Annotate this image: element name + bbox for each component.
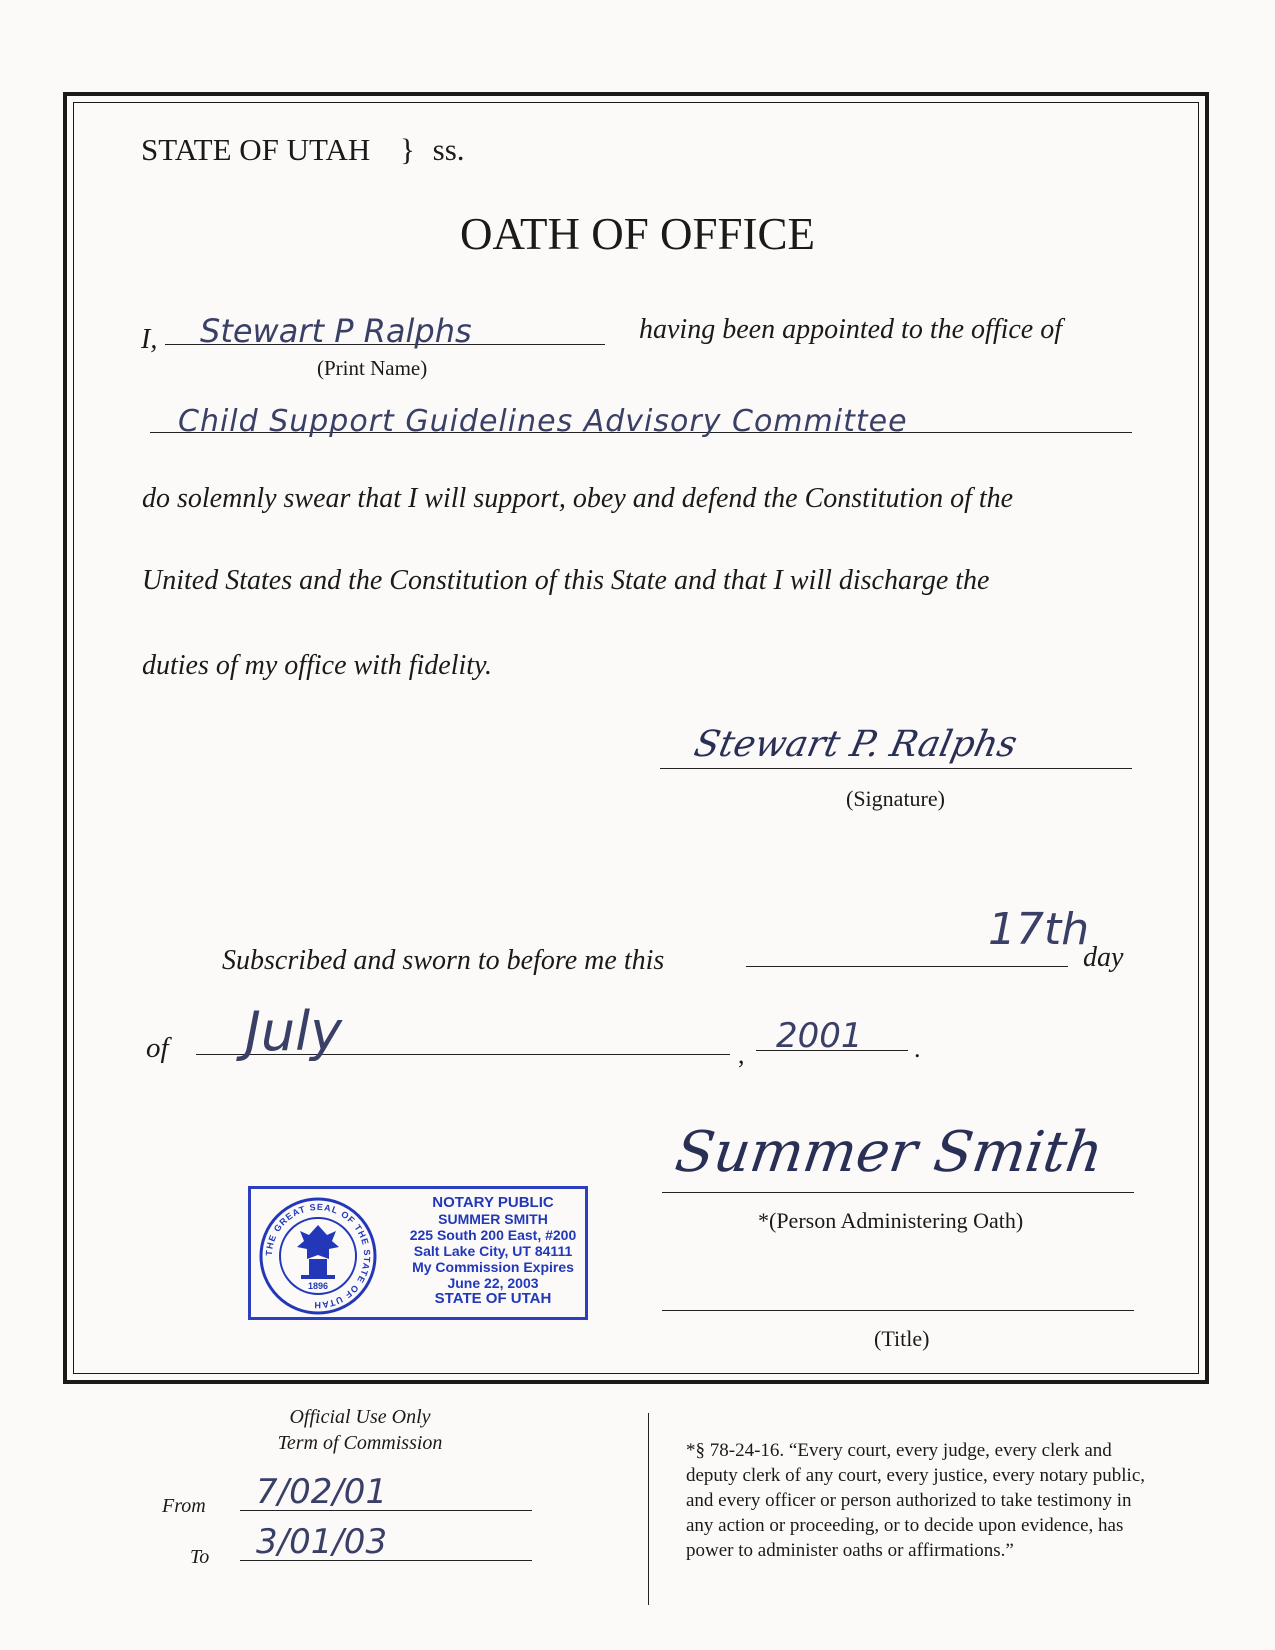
ss-label: ss. xyxy=(432,132,465,167)
brace: } xyxy=(400,132,415,167)
of-label: of xyxy=(146,1032,169,1064)
from-label: From xyxy=(162,1495,206,1517)
statute-line-3: and every officer or person authorized to take testimony in xyxy=(686,1490,1132,1511)
oath-body-line-1: do solemnly swear that I will support, obey and defend the Constitution of the xyxy=(142,483,1014,514)
signature-label: (Signature) xyxy=(846,786,945,811)
officer-signature: Stewart P. Ralphs xyxy=(690,724,1021,765)
pronoun-label: I, xyxy=(141,324,158,355)
printed-name-value: Stewart P Ralphs xyxy=(200,312,472,350)
stamp-line-3: 225 South 200 East, #200 xyxy=(409,1227,577,1243)
statute-text xyxy=(686,1438,1145,1563)
statute-line-4: any action or proceeding, or to decide upon evidence, has xyxy=(686,1515,1124,1536)
signature-line xyxy=(660,768,1132,769)
statute-line-2: deputy clerk of any court, every justice, every notary public, xyxy=(686,1465,1145,1486)
seal-year: 1896 xyxy=(307,1281,329,1291)
document-title: OATH OF OFFICE xyxy=(459,209,816,259)
stamp-text xyxy=(401,1195,585,1307)
state-heading xyxy=(141,132,465,168)
to-value: 3/01/03 xyxy=(256,1522,388,1562)
official-use-heading: Official Use Only xyxy=(289,1406,431,1428)
statute-line-5: power to administer oaths or affirmations.” xyxy=(686,1540,1014,1561)
day-label: day xyxy=(1083,942,1124,973)
month-value: July xyxy=(245,1000,343,1063)
office-value: Child Support Guidelines Advisory Committee xyxy=(178,404,908,439)
state-seal-icon xyxy=(257,1195,379,1317)
oath-body-line-2: United States and the Constitution of this State and that I will discharge the xyxy=(142,565,990,596)
seal-text: THE GREAT SEAL OF THE STATE OF UTAH xyxy=(263,1201,373,1311)
day-value: 17th xyxy=(988,904,1090,955)
stamp-line-1: NOTARY PUBLIC xyxy=(432,1194,554,1211)
year-value: 2001 xyxy=(776,1016,863,1056)
statute-line-1: *§ 78-24-16. “Every court, every judge, every clerk and xyxy=(686,1440,1112,1461)
state-label: STATE OF UTAH xyxy=(141,132,371,167)
stamp-line-2: SUMMER SMITH xyxy=(438,1211,548,1227)
stamp-line-6: June 22, 2003 xyxy=(447,1275,539,1291)
footer-divider xyxy=(648,1413,649,1605)
term-heading: Term of Commission xyxy=(277,1432,443,1454)
administrator-line xyxy=(662,1192,1134,1193)
print-name-label: (Print Name) xyxy=(317,356,428,380)
to-label: To xyxy=(190,1546,210,1568)
administrator-signature: Summer Smith xyxy=(671,1120,1107,1185)
subscribed-text: Subscribed and sworn to before me this xyxy=(222,945,665,976)
administrator-label: *(Person Administering Oath) xyxy=(758,1208,1024,1233)
stamp-line-4: Salt Lake City, UT 84111 xyxy=(413,1243,573,1259)
stamp-line-5: My Commission Expires xyxy=(412,1259,574,1275)
oath-body-line-3: duties of my office with fidelity. xyxy=(142,650,492,681)
title-label: (Title) xyxy=(874,1326,930,1351)
notary-stamp xyxy=(248,1186,588,1320)
from-value: 7/02/01 xyxy=(256,1472,388,1512)
period: . xyxy=(914,1034,921,1063)
title-line xyxy=(662,1310,1134,1311)
comma: , xyxy=(738,1040,745,1069)
stamp-line-7: STATE OF UTAH xyxy=(434,1290,552,1307)
day-line xyxy=(746,966,1068,967)
appointed-text: having been appointed to the office of xyxy=(639,314,1063,345)
